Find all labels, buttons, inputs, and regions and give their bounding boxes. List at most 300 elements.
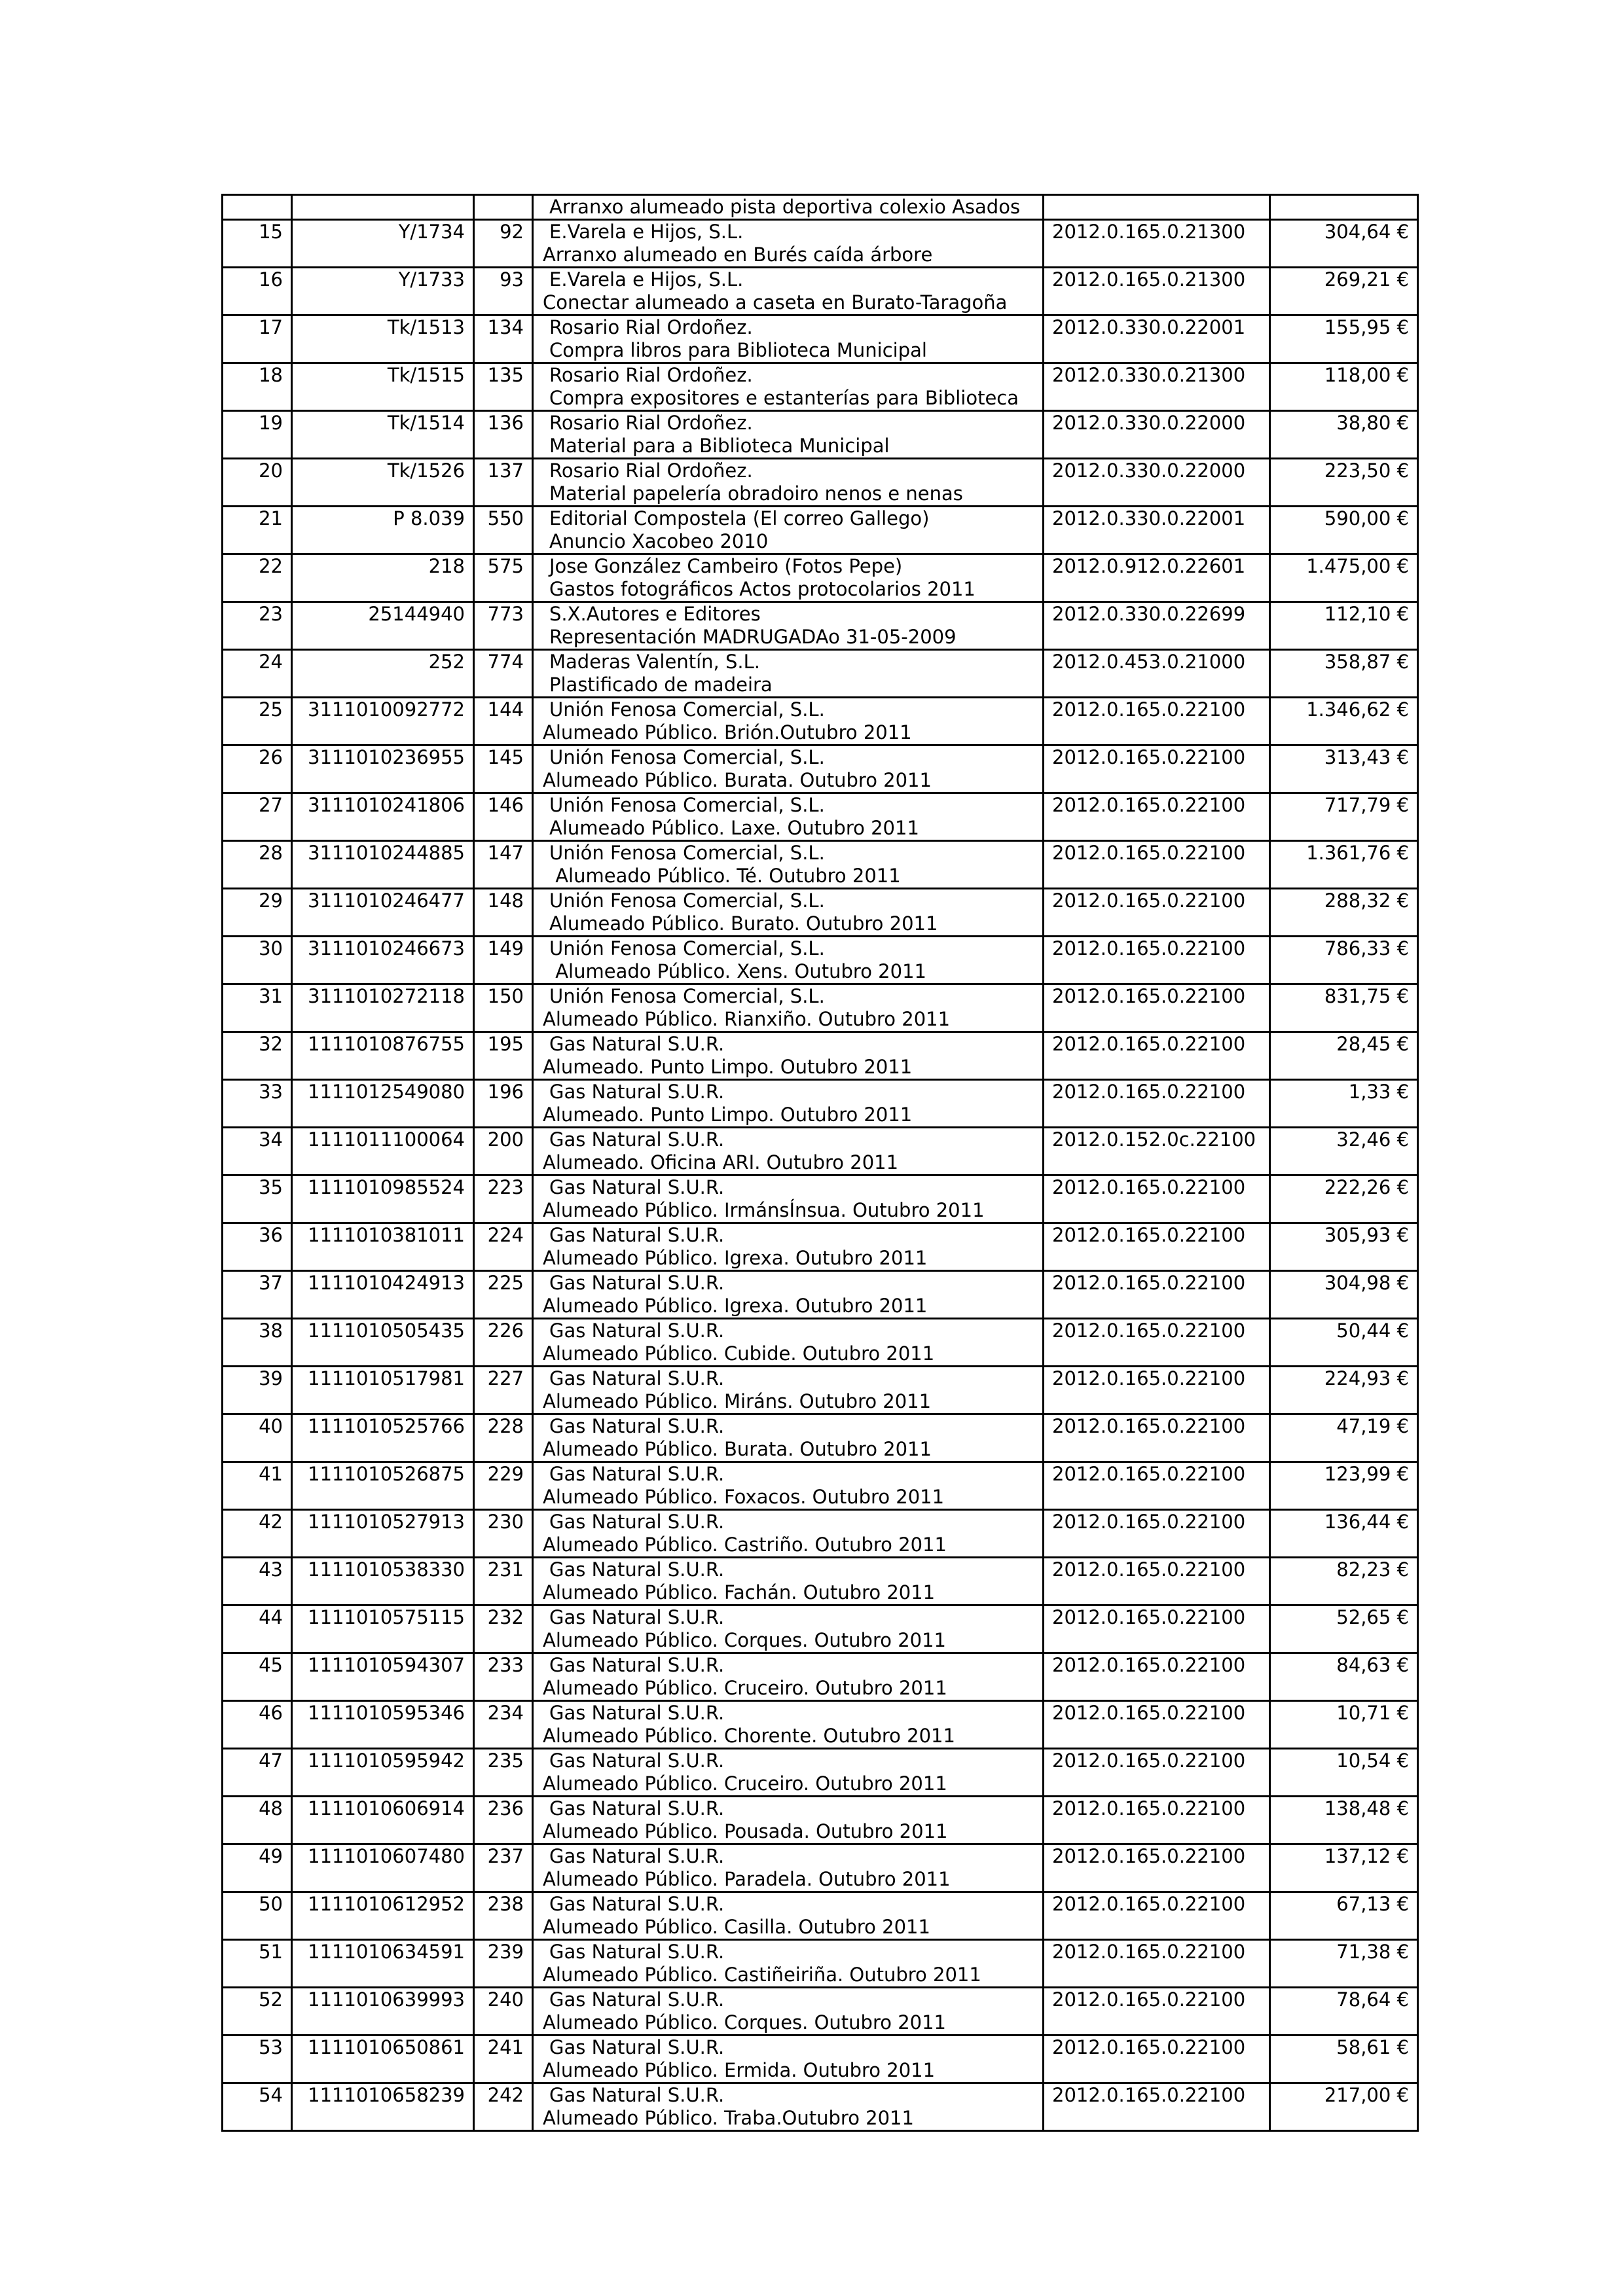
cell-budget-code: 2012.0.330.0.22001: [1044, 507, 1270, 554]
concept-text: Alumeado Público. Fachán. Outubro 2011: [543, 1581, 936, 1604]
concept-text: Alumeado. Oficina ARI. Outubro 2011: [543, 1151, 899, 1174]
cell-register: 144: [474, 698, 533, 745]
provider-name: E.Varela e Hijos, S.L.: [549, 221, 744, 243]
cell-budget-code: 2012.0.165.0.22100: [1044, 1653, 1270, 1701]
cell-register: [474, 195, 533, 220]
provider-name: E.Varela e Hijos, S.L.: [549, 268, 744, 291]
cell-register: 230: [474, 1510, 533, 1558]
provider-name: Gas Natural S.U.R.: [549, 1367, 725, 1390]
cell-number: 22: [223, 554, 292, 602]
cell-budget-code: 2012.0.165.0.22100: [1044, 841, 1270, 889]
concept-text: Alumeado Público. Casilla. Outubro 2011: [543, 1916, 930, 1938]
cell-register: 242: [474, 2083, 533, 2131]
cell-invoice-ref: Y/1733: [292, 268, 474, 315]
cell-register: 145: [474, 745, 533, 793]
table-row: [223, 745, 1418, 793]
cell-budget-code: 2012.0.165.0.22100: [1044, 1892, 1270, 1940]
cell-invoice-ref: 1111010595942: [292, 1749, 474, 1797]
table-row: [223, 1223, 1418, 1271]
cell-invoice-ref: P 8.039: [292, 507, 474, 554]
concept-text: Alumeado Público. Burata. Outubro 2011: [543, 1438, 932, 1460]
provider-name: Rosario Rial Ordoñez.: [549, 459, 753, 482]
cell-description: [533, 937, 1044, 984]
cell-register: 200: [474, 1128, 533, 1175]
cell-description: [533, 1271, 1044, 1319]
cell-amount: 71,38 €: [1270, 1940, 1418, 1988]
concept-text: Alumeado Público. Paradela. Outubro 2011: [543, 1868, 951, 1890]
table-row: [223, 2036, 1418, 2083]
cell-register: 137: [474, 459, 533, 507]
cell-budget-code: 2012.0.165.0.22100: [1044, 1367, 1270, 1414]
cell-description: [533, 1319, 1044, 1367]
cell-budget-code: 2012.0.165.0.22100: [1044, 1558, 1270, 1605]
provider-name: Rosario Rial Ordoñez.: [549, 364, 753, 386]
cell-description: [533, 1701, 1044, 1749]
cell-invoice-ref: 1111010658239: [292, 2083, 474, 2131]
cell-register: 196: [474, 1080, 533, 1128]
concept-text: Alumeado Público. IrmánsÍnsua. Outubro 2011: [543, 1199, 985, 1221]
cell-budget-code: 2012.0.165.0.22100: [1044, 2083, 1270, 2131]
concept-text: Alumeado Público. Igrexa. Outubro 2011: [543, 1295, 928, 1317]
cell-budget-code: 2012.0.165.0.22100: [1044, 1605, 1270, 1653]
cell-amount: 50,44 €: [1270, 1319, 1418, 1367]
concept-text: Alumeado Público. Cubide. Outubro 2011: [543, 1342, 935, 1365]
cell-register: 225: [474, 1271, 533, 1319]
cell-register: 227: [474, 1367, 533, 1414]
cell-number: 32: [223, 1032, 292, 1080]
cell-invoice-ref: 1111010876755: [292, 1032, 474, 1080]
concept-text: Alumeado Público. Foxacos. Outubro 2011: [543, 1486, 945, 1508]
cell-amount: 1.346,62 €: [1270, 698, 1418, 745]
cell-description: [533, 698, 1044, 745]
cell-register: 773: [474, 602, 533, 650]
cell-register: 135: [474, 363, 533, 411]
cell-amount: 58,61 €: [1270, 2036, 1418, 2083]
cell-number: 17: [223, 315, 292, 363]
cell-description: [533, 1080, 1044, 1128]
cell-description: [533, 745, 1044, 793]
table-row: [223, 650, 1418, 698]
cell-register: 232: [474, 1605, 533, 1653]
concept-text: Alumeado Público. Corques. Outubro 2011: [543, 1629, 946, 1651]
cell-description: [533, 1844, 1044, 1892]
table-row: [223, 1510, 1418, 1558]
cell-number: 51: [223, 1940, 292, 1988]
cell-description: [533, 793, 1044, 841]
cell-description: [533, 1175, 1044, 1223]
provider-name: Unión Fenosa Comercial, S.L.: [549, 937, 825, 960]
cell-budget-code: 2012.0.165.0.22100: [1044, 793, 1270, 841]
cell-number: 16: [223, 268, 292, 315]
provider-name: Rosario Rial Ordoñez.: [549, 412, 753, 434]
cell-budget-code: 2012.0.165.0.22100: [1044, 1319, 1270, 1367]
concept-text: Alumeado Público. Igrexa. Outubro 2011: [543, 1247, 928, 1269]
cell-invoice-ref: 1111010606914: [292, 1797, 474, 1844]
cell-description: [533, 1749, 1044, 1797]
table-row: [223, 1319, 1418, 1367]
cell-amount: 224,93 €: [1270, 1367, 1418, 1414]
cell-register: 136: [474, 411, 533, 459]
cell-amount: 304,64 €: [1270, 220, 1418, 268]
cell-amount: 1,33 €: [1270, 1080, 1418, 1128]
cell-amount: 78,64 €: [1270, 1988, 1418, 2036]
cell-amount: 313,43 €: [1270, 745, 1418, 793]
cell-amount: 84,63 €: [1270, 1653, 1418, 1701]
provider-name: Gas Natural S.U.R.: [549, 1702, 725, 1724]
cell-amount: 1.361,76 €: [1270, 841, 1418, 889]
table-row: [223, 363, 1418, 411]
cell-number: 18: [223, 363, 292, 411]
table-row: [223, 889, 1418, 937]
cell-invoice-ref: 1111010424913: [292, 1271, 474, 1319]
cell-invoice-ref: 1111010594307: [292, 1653, 474, 1701]
cell-budget-code: 2012.0.165.0.22100: [1044, 1271, 1270, 1319]
cell-budget-code: 2012.0.165.0.22100: [1044, 1844, 1270, 1892]
cell-invoice-ref: 3111010241806: [292, 793, 474, 841]
cell-register: 228: [474, 1414, 533, 1462]
cell-budget-code: 2012.0.330.0.22000: [1044, 411, 1270, 459]
table-row: [223, 1892, 1418, 1940]
cell-budget-code: 2012.0.165.0.22100: [1044, 984, 1270, 1032]
concept-text: Representación MADRUGADAo 31-05-2009: [549, 626, 957, 648]
cell-description: [533, 2083, 1044, 2131]
cell-register: 550: [474, 507, 533, 554]
cell-description: [533, 1988, 1044, 2036]
cell-description: [533, 220, 1044, 268]
provider-name: Gas Natural S.U.R.: [549, 1558, 725, 1581]
cell-invoice-ref: 1111010607480: [292, 1844, 474, 1892]
concept-text: Conectar alumeado a caseta en Burato-Taragoña: [543, 291, 1008, 314]
cell-description: [533, 1892, 1044, 1940]
cell-amount: 223,50 €: [1270, 459, 1418, 507]
provider-name: Gas Natural S.U.R.: [549, 1606, 725, 1628]
cell-amount: 305,93 €: [1270, 1223, 1418, 1271]
concept-text: Arranxo alumeado en Burés caída árbore: [543, 243, 933, 266]
cell-budget-code: 2012.0.165.0.22100: [1044, 937, 1270, 984]
cell-amount: 155,95 €: [1270, 315, 1418, 363]
concept-text: Material para a Biblioteca Municipal: [549, 435, 890, 457]
cell-number: 24: [223, 650, 292, 698]
cell-number: 43: [223, 1558, 292, 1605]
cell-description: [533, 984, 1044, 1032]
cell-description: [533, 411, 1044, 459]
table-row: [223, 411, 1418, 459]
cell-amount: 717,79 €: [1270, 793, 1418, 841]
concept-text: Alumeado Público. Laxe. Outubro 2011: [549, 817, 919, 839]
provider-name: Unión Fenosa Comercial, S.L.: [549, 794, 825, 816]
cell-number: 33: [223, 1080, 292, 1128]
cell-register: 240: [474, 1988, 533, 2036]
table-row: [223, 1271, 1418, 1319]
cell-description: [533, 1558, 1044, 1605]
cell-description: [533, 1940, 1044, 1988]
table-row-continued: [223, 195, 1418, 220]
concept-text: Compra libros para Biblioteca Municipal: [549, 339, 927, 361]
concept-text: Alumeado. Punto Limpo. Outubro 2011: [543, 1103, 913, 1126]
concept-text: Alumeado Público. Chorente. Outubro 2011: [543, 1725, 955, 1747]
cell-number: [223, 195, 292, 220]
cell-budget-code: 2012.0.453.0.21000: [1044, 650, 1270, 698]
cell-register: 134: [474, 315, 533, 363]
cell-number: 31: [223, 984, 292, 1032]
cell-budget-code: 2012.0.912.0.22601: [1044, 554, 1270, 602]
cell-invoice-ref: 1111011100064: [292, 1128, 474, 1175]
concept-text: Alumeado Público. Miráns. Outubro 2011: [543, 1390, 932, 1412]
cell-register: 239: [474, 1940, 533, 1988]
cell-budget-code: 2012.0.330.0.22001: [1044, 315, 1270, 363]
cell-invoice-ref: 1111010526875: [292, 1462, 474, 1510]
cell-number: 45: [223, 1653, 292, 1701]
cell-amount: 786,33 €: [1270, 937, 1418, 984]
cell-invoice-ref: 1111010639993: [292, 1988, 474, 2036]
cell-register: 150: [474, 984, 533, 1032]
cell-invoice-ref: 3111010244885: [292, 841, 474, 889]
cell-description: [533, 889, 1044, 937]
cell-invoice-ref: 252: [292, 650, 474, 698]
table-row: [223, 1653, 1418, 1701]
table-row: [223, 1128, 1418, 1175]
provider-name: Gas Natural S.U.R.: [549, 1893, 725, 1915]
provider-name: Unión Fenosa Comercial, S.L.: [549, 746, 825, 768]
provider-name: Editorial Compostela (El correo Gallego): [549, 507, 930, 529]
cell-amount: 358,87 €: [1270, 650, 1418, 698]
cell-description: [533, 1032, 1044, 1080]
cell-number: 54: [223, 2083, 292, 2131]
table-row: [223, 793, 1418, 841]
cell-invoice-ref: 1111010527913: [292, 1510, 474, 1558]
table-row: [223, 1749, 1418, 1797]
cell-register: 241: [474, 2036, 533, 2083]
cell-number: 25: [223, 698, 292, 745]
cell-description: [533, 459, 1044, 507]
cell-amount: 138,48 €: [1270, 1797, 1418, 1844]
cell-invoice-ref: 1111010381011: [292, 1223, 474, 1271]
concept-text: Alumeado. Punto Limpo. Outubro 2011: [543, 1056, 913, 1078]
cell-amount: 112,10 €: [1270, 602, 1418, 650]
concept-text: Alumeado Público. Cruceiro. Outubro 2011: [543, 1677, 947, 1699]
provider-name: Gas Natural S.U.R.: [549, 1463, 725, 1485]
cell-budget-code: [1044, 195, 1270, 220]
cell-register: 774: [474, 650, 533, 698]
table-row: [223, 602, 1418, 650]
concept-text: Alumeado Público. Rianxiño. Outubro 2011: [543, 1008, 951, 1030]
table-row: [223, 841, 1418, 889]
table-row: [223, 1080, 1418, 1128]
table-row: [223, 459, 1418, 507]
cell-register: 92: [474, 220, 533, 268]
cell-invoice-ref: 1111010525766: [292, 1414, 474, 1462]
cell-amount: 28,45 €: [1270, 1032, 1418, 1080]
cell-number: 52: [223, 1988, 292, 2036]
cell-amount: 118,00 €: [1270, 363, 1418, 411]
cell-register: 148: [474, 889, 533, 937]
cell-budget-code: 2012.0.165.0.22100: [1044, 1223, 1270, 1271]
cell-number: 44: [223, 1605, 292, 1653]
cell-number: 29: [223, 889, 292, 937]
cell-number: 41: [223, 1462, 292, 1510]
cell-register: 146: [474, 793, 533, 841]
cell-amount: 67,13 €: [1270, 1892, 1418, 1940]
cell-number: 35: [223, 1175, 292, 1223]
cell-budget-code: 2012.0.165.0.22100: [1044, 1510, 1270, 1558]
table-row: [223, 1558, 1418, 1605]
table-row: [223, 507, 1418, 554]
provider-name: Gas Natural S.U.R.: [549, 1941, 725, 1963]
provider-name: Gas Natural S.U.R.: [549, 1176, 725, 1198]
cell-budget-code: 2012.0.165.0.21300: [1044, 268, 1270, 315]
cell-description: [533, 268, 1044, 315]
cell-description: [533, 195, 1044, 220]
cell-invoice-ref: 3111010246673: [292, 937, 474, 984]
provider-name: Unión Fenosa Comercial, S.L.: [549, 985, 825, 1007]
cell-description: [533, 1797, 1044, 1844]
table-row: [223, 220, 1418, 268]
concept-text: Alumeado Público. Castiñeiriña. Outubro 2011: [543, 1964, 981, 1986]
concept-text: Alumeado Público. Traba.Outubro 2011: [543, 2107, 914, 2129]
provider-name: Gas Natural S.U.R.: [549, 1845, 725, 1867]
cell-description: [533, 1605, 1044, 1653]
cell-budget-code: 2012.0.165.0.22100: [1044, 1749, 1270, 1797]
concept-text: Alumeado Público. Burato. Outubro 2011: [549, 912, 938, 935]
cell-invoice-ref: 25144940: [292, 602, 474, 650]
cell-invoice-ref: 1111010650861: [292, 2036, 474, 2083]
cell-register: 149: [474, 937, 533, 984]
table-row: [223, 268, 1418, 315]
cell-description: [533, 2036, 1044, 2083]
cell-budget-code: 2012.0.165.0.22100: [1044, 1414, 1270, 1462]
cell-amount: 47,19 €: [1270, 1414, 1418, 1462]
table-row: [223, 1175, 1418, 1223]
invoice-table: [221, 194, 1419, 2132]
provider-name: Gas Natural S.U.R.: [549, 1081, 725, 1103]
cell-register: 575: [474, 554, 533, 602]
cell-number: 30: [223, 937, 292, 984]
cell-budget-code: 2012.0.330.0.21300: [1044, 363, 1270, 411]
provider-name: Unión Fenosa Comercial, S.L.: [549, 889, 825, 912]
cell-budget-code: 2012.0.165.0.22100: [1044, 1797, 1270, 1844]
cell-number: 15: [223, 220, 292, 268]
cell-description: [533, 1653, 1044, 1701]
cell-invoice-ref: 3111010272118: [292, 984, 474, 1032]
cell-number: 21: [223, 507, 292, 554]
cell-budget-code: 2012.0.165.0.22100: [1044, 1701, 1270, 1749]
table-row: [223, 698, 1418, 745]
concept-text: Alumeado Público. Cruceiro. Outubro 2011: [543, 1772, 947, 1795]
cell-number: 53: [223, 2036, 292, 2083]
cell-budget-code: 2012.0.165.0.22100: [1044, 1080, 1270, 1128]
cell-invoice-ref: Tk/1515: [292, 363, 474, 411]
cell-register: 237: [474, 1844, 533, 1892]
provider-name: Gas Natural S.U.R.: [549, 1319, 725, 1342]
table-row: [223, 1844, 1418, 1892]
cell-description: [533, 1223, 1044, 1271]
cell-budget-code: 2012.0.330.0.22000: [1044, 459, 1270, 507]
table-row: [223, 984, 1418, 1032]
provider-name: Rosario Rial Ordoñez.: [549, 316, 753, 338]
provider-name: Unión Fenosa Comercial, S.L.: [549, 698, 825, 721]
provider-name: Gas Natural S.U.R.: [549, 1511, 725, 1533]
cell-register: 229: [474, 1462, 533, 1510]
concept-text: Alumeado Público. Pousada. Outubro 2011: [543, 1820, 948, 1842]
concept-text: Gastos fotográficos Actos protocolarios 2011: [549, 578, 976, 600]
cell-invoice-ref: [292, 195, 474, 220]
cell-description: [533, 1510, 1044, 1558]
cell-amount: 52,65 €: [1270, 1605, 1418, 1653]
cell-description: [533, 841, 1044, 889]
cell-register: 93: [474, 268, 533, 315]
concept-text: Anuncio Xacobeo 2010: [549, 530, 769, 552]
table-row: [223, 1414, 1418, 1462]
cell-invoice-ref: Y/1734: [292, 220, 474, 268]
cell-invoice-ref: 1111010985524: [292, 1175, 474, 1223]
cell-description: [533, 602, 1044, 650]
cell-register: 238: [474, 1892, 533, 1940]
cell-budget-code: 2012.0.165.0.22100: [1044, 1032, 1270, 1080]
table-row: [223, 937, 1418, 984]
table-row: [223, 1462, 1418, 1510]
cell-invoice-ref: 1111010505435: [292, 1319, 474, 1367]
cell-invoice-ref: 1111010517981: [292, 1367, 474, 1414]
cell-budget-code: 2012.0.152.0c.22100: [1044, 1128, 1270, 1175]
cell-number: 47: [223, 1749, 292, 1797]
concept-text: Alumeado Público. Brión.Outubro 2011: [543, 721, 912, 744]
cell-amount: 1.475,00 €: [1270, 554, 1418, 602]
cell-invoice-ref: 1111010575115: [292, 1605, 474, 1653]
cell-budget-code: 2012.0.165.0.22100: [1044, 1940, 1270, 1988]
cell-number: 26: [223, 745, 292, 793]
cell-amount: 222,26 €: [1270, 1175, 1418, 1223]
provider-name: Gas Natural S.U.R.: [549, 2036, 725, 2058]
provider-name: Gas Natural S.U.R.: [549, 1033, 725, 1055]
table-row: [223, 554, 1418, 602]
cell-register: 234: [474, 1701, 533, 1749]
cell-number: 27: [223, 793, 292, 841]
concept-text: Plastificado de madeira: [549, 673, 773, 696]
cell-register: 147: [474, 841, 533, 889]
provider-name: Gas Natural S.U.R.: [549, 1988, 725, 2011]
cell-description: [533, 1462, 1044, 1510]
cell-number: 28: [223, 841, 292, 889]
cell-description: [533, 363, 1044, 411]
concept-text: Compra expositores e estanterías para Biblioteca: [549, 387, 1019, 409]
cell-register: 236: [474, 1797, 533, 1844]
cell-amount: 123,99 €: [1270, 1462, 1418, 1510]
cell-amount: 10,54 €: [1270, 1749, 1418, 1797]
cell-amount: 32,46 €: [1270, 1128, 1418, 1175]
cell-register: 223: [474, 1175, 533, 1223]
cell-number: 19: [223, 411, 292, 459]
provider-name: Gas Natural S.U.R.: [549, 1224, 725, 1246]
table-row: [223, 1032, 1418, 1080]
cell-invoice-ref: 1111010612952: [292, 1892, 474, 1940]
cell-invoice-ref: Tk/1513: [292, 315, 474, 363]
cell-invoice-ref: 218: [292, 554, 474, 602]
cell-register: 231: [474, 1558, 533, 1605]
cell-number: 20: [223, 459, 292, 507]
provider-name: S.X.Autores e Editores: [549, 603, 761, 625]
cell-number: 36: [223, 1223, 292, 1271]
provider-name: Jose González Cambeiro (Fotos Pepe): [549, 555, 903, 577]
provider-name: Gas Natural S.U.R.: [549, 1415, 725, 1437]
cell-invoice-ref: Tk/1526: [292, 459, 474, 507]
provider-name: Unión Fenosa Comercial, S.L.: [549, 842, 825, 864]
concept-text: Alumeado Público. Corques. Outubro 2011: [543, 2011, 946, 2034]
cell-number: 39: [223, 1367, 292, 1414]
cell-amount: 831,75 €: [1270, 984, 1418, 1032]
cell-number: 42: [223, 1510, 292, 1558]
cell-number: 46: [223, 1701, 292, 1749]
table-row: [223, 1940, 1418, 1988]
